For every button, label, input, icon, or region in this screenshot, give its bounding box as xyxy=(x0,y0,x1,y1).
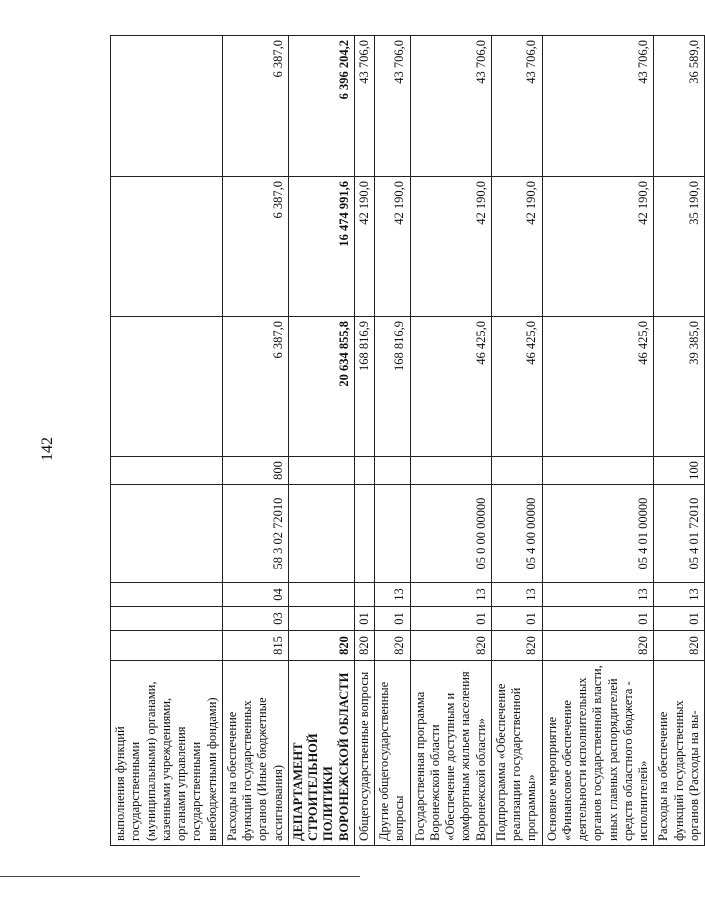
ministry-code: 820 xyxy=(491,631,542,661)
subsection-code: 13 xyxy=(410,583,491,607)
subsection-code xyxy=(111,583,223,607)
ministry-code xyxy=(111,631,223,661)
expense-type-code: 100 xyxy=(654,457,705,485)
amount-year-2 xyxy=(111,177,223,317)
table-row xyxy=(654,36,705,846)
subsection-code: 13 xyxy=(542,583,654,607)
amount-year-3: 43 706,0 xyxy=(491,36,542,177)
budget-table-container xyxy=(110,36,701,846)
amount-year-3: 36 589,0 xyxy=(654,36,705,177)
amount-year-2: 42 190,0 xyxy=(410,177,491,317)
target-article-code: 05 4 00 00000 xyxy=(491,485,542,583)
budget-table xyxy=(110,35,705,846)
amount-year-3: 43 706,0 xyxy=(410,36,491,177)
table-row xyxy=(542,36,654,846)
amount-year-1: 39 385,0 xyxy=(654,317,705,457)
table-row xyxy=(222,36,288,846)
subsection-code xyxy=(354,583,374,607)
table-row xyxy=(410,36,491,846)
section-code: 01 xyxy=(654,607,705,631)
section-code xyxy=(111,607,223,631)
ministry-code: 820 xyxy=(542,631,654,661)
table-row xyxy=(375,36,411,846)
row-description: Другие общегосударственные вопросы xyxy=(375,661,411,846)
row-description: выполнения функций государственными (муниципальными) органами, казенными учреждениями, органами управления государственными внебюджетными фондами) xyxy=(111,661,223,846)
table-row xyxy=(288,36,354,846)
row-description: ДЕПАРТАМЕНТ СТРОИТЕЛЬНОЙ ПОЛИТИКИ ВОРОНЕЖСКОЙ ОБЛАСТИ xyxy=(288,661,354,846)
expense-type-code xyxy=(354,457,374,485)
target-article-code: 05 4 01 72010 xyxy=(654,485,705,583)
amount-year-3: 6 396 204,2 xyxy=(288,36,354,177)
section-code xyxy=(288,607,354,631)
amount-year-2: 42 190,0 xyxy=(375,177,411,317)
amount-year-2: 16 474 991,6 xyxy=(288,177,354,317)
amount-year-1 xyxy=(111,317,223,457)
section-code: 01 xyxy=(354,607,374,631)
expense-type-code xyxy=(410,457,491,485)
target-article-code: 05 4 01 00000 xyxy=(542,485,654,583)
expense-type-code xyxy=(491,457,542,485)
subsection-code: 13 xyxy=(375,583,411,607)
subsection-code: 04 xyxy=(222,583,288,607)
amount-year-3: 43 706,0 xyxy=(354,36,374,177)
ministry-code: 815 xyxy=(222,631,288,661)
amount-year-1: 46 425,0 xyxy=(542,317,654,457)
section-code: 03 xyxy=(222,607,288,631)
target-article-code: 05 0 00 00000 xyxy=(410,485,491,583)
subsection-code xyxy=(288,583,354,607)
amount-year-1: 6 387,0 xyxy=(222,317,288,457)
expense-type-code xyxy=(288,457,354,485)
expense-type-code xyxy=(375,457,411,485)
target-article-code xyxy=(375,485,411,583)
amount-year-1: 46 425,0 xyxy=(491,317,542,457)
row-description: Государственная программа Воронежской области «Обеспечение доступным и комфортным жильем населения Воронежской области» xyxy=(410,661,491,846)
amount-year-2: 42 190,0 xyxy=(491,177,542,317)
amount-year-3: 43 706,0 xyxy=(542,36,654,177)
ministry-code: 820 xyxy=(375,631,411,661)
amount-year-1: 20 634 855,8 xyxy=(288,317,354,457)
section-code: 01 xyxy=(542,607,654,631)
amount-year-3: 43 706,0 xyxy=(375,36,411,177)
amount-year-3: 6 387,0 xyxy=(222,36,288,177)
ministry-code: 820 xyxy=(354,631,374,661)
amount-year-1: 168 816,9 xyxy=(354,317,374,457)
ministry-code: 820 xyxy=(654,631,705,661)
section-code: 01 xyxy=(491,607,542,631)
section-code: 01 xyxy=(410,607,491,631)
amount-year-2: 35 190,0 xyxy=(654,177,705,317)
row-description: Подпрограмма «Обеспечение реализации государственной программы» xyxy=(491,661,542,846)
amount-year-2: 6 387,0 xyxy=(222,177,288,317)
amount-year-3 xyxy=(111,36,223,177)
ministry-code: 820 xyxy=(410,631,491,661)
expense-type-code xyxy=(542,457,654,485)
amount-year-1: 46 425,0 xyxy=(410,317,491,457)
amount-year-2: 42 190,0 xyxy=(354,177,374,317)
amount-year-2: 42 190,0 xyxy=(542,177,654,317)
target-article-code xyxy=(354,485,374,583)
subsection-code: 13 xyxy=(491,583,542,607)
amount-year-1: 168 816,9 xyxy=(375,317,411,457)
table-row xyxy=(354,36,374,846)
page-number: 142 xyxy=(39,437,56,461)
table-row xyxy=(491,36,542,846)
footer-rule xyxy=(0,876,360,877)
expense-type-code xyxy=(111,457,223,485)
row-description: Расходы на обеспечение функций государственных органов (Иные бюджетные ассигнования) xyxy=(222,661,288,846)
ministry-code: 820 xyxy=(288,631,354,661)
expense-type-code: 800 xyxy=(222,457,288,485)
target-article-code xyxy=(288,485,354,583)
table-row xyxy=(111,36,223,846)
target-article-code: 58 3 02 72010 xyxy=(222,485,288,583)
subsection-code: 13 xyxy=(654,583,705,607)
target-article-code xyxy=(111,485,223,583)
row-description: Расходы на обеспечение функций государственных органов (Расходы на вы- xyxy=(654,661,705,846)
section-code: 01 xyxy=(375,607,411,631)
row-description: Основное мероприятие «Финансовое обеспечение деятельности исполнительных органов государственной власти, иных главных распорядителей средств областного бюджета - исполнителей» xyxy=(542,661,654,846)
row-description: Общегосударственные вопросы xyxy=(354,661,374,846)
